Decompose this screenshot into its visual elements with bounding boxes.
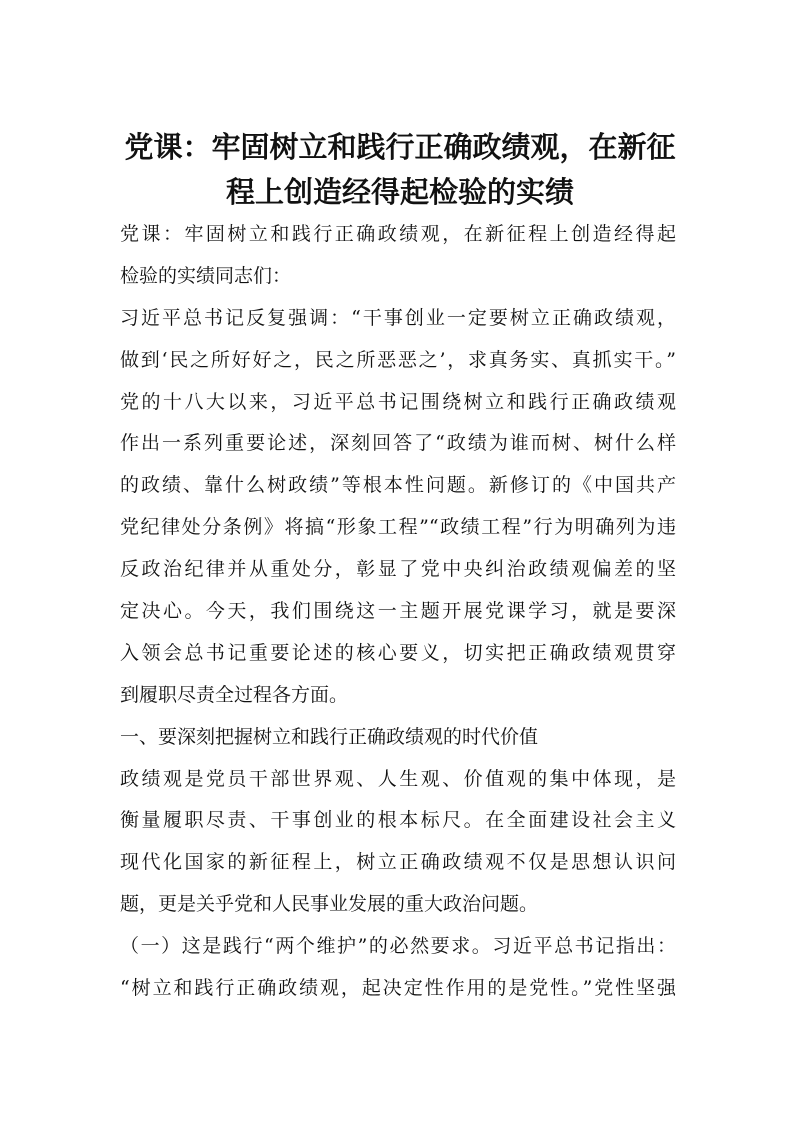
document-body (120, 214, 676, 1010)
text-line: 政绩观是党员干部世界观、人生观、价值观的集中体现，是 (120, 767, 676, 790)
text-line: （一）这是践行“两个维护”的必然要求。习近平总书记指出： (120, 935, 676, 958)
text-line: 入领会总书记重要论述的核心要义，切实把正确政绩观贯穿 (120, 641, 676, 664)
text-line: 到履职尽责全过程各方面。 (120, 683, 349, 706)
text-line: 党纪律处分条例》将搞“形象工程”“政绩工程”行为明确列为违 (120, 516, 676, 539)
text-line: 现代化国家的新征程上，树立正确政绩观不仅是思想认识问 (120, 851, 676, 874)
text-line: 一、要深刻把握树立和践行正确政绩观的时代价值 (120, 725, 539, 748)
section-heading (120, 717, 676, 759)
text-line: 题，更是关乎党和人民事业发展的重大政治问题。 (120, 893, 539, 916)
paragraph (120, 214, 676, 298)
document-title (110, 125, 690, 215)
title-line: 程上创造经得起检验的实绩 (225, 175, 574, 209)
text-line: 作出一系列重要论述，深刻回答了“政绩为谁而树、树什么样 (120, 432, 676, 455)
paragraph (120, 926, 676, 1010)
text-line: 定决心。今天，我们围绕这一主题开展党课学习，就是要深 (120, 600, 676, 623)
text-line: 反政治纪律并从重处分，彰显了党中央纠治政绩观偏差的坚 (120, 558, 676, 581)
text-line: “树立和践行正确政绩观，起决定性作用的是党性。”党性坚强 (120, 977, 676, 1000)
text-line: 党的十八大以来，习近平总书记围绕树立和践行正确政绩观 (120, 390, 676, 413)
paragraph (120, 298, 676, 717)
text-line: 做到‘民之所好好之，民之所恶恶之’，求真务实、真抓实干。” (120, 348, 676, 371)
text-line: 党课：牢固树立和践行正确政绩观，在新征程上创造经得起 (120, 223, 676, 245)
text-line: 衡量履职尽责、干事创业的根本标尺。在全面建设社会主义 (120, 809, 676, 832)
title-line: 党课：牢固树立和践行正确政绩观，在新征 (124, 130, 676, 164)
paragraph (120, 759, 676, 927)
text-line: 的政绩、靠什么树政绩”等根本性问题。新修订的《中国共产 (120, 474, 676, 497)
text-line: 习近平总书记反复强调：“干事创业一定要树立正确政绩观， (120, 306, 676, 329)
text-line: 检验的实绩同志们： (120, 264, 292, 287)
